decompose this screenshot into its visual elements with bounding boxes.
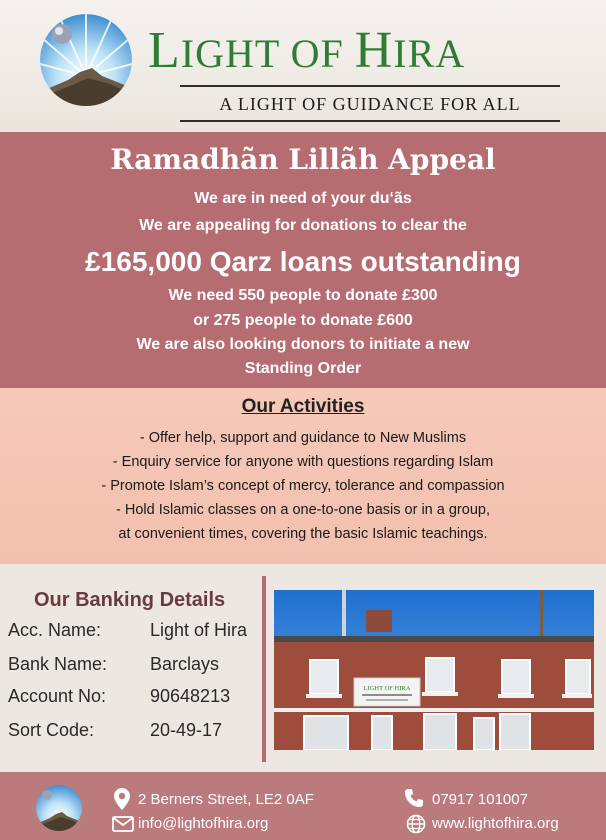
building-photo bbox=[274, 590, 594, 750]
bank-label-account-no: Account No: bbox=[8, 686, 107, 706]
globe-icon bbox=[406, 814, 426, 834]
appeal-line-5: We are also looking donors to initiate a new bbox=[136, 336, 470, 353]
brand-title-rest-1: IGHT OF bbox=[180, 31, 355, 76]
mail-icon bbox=[112, 816, 134, 832]
appeal-line-1: We are in need of your du‘ãs bbox=[194, 190, 412, 207]
brand-title bbox=[148, 22, 562, 83]
bank-value-acc-name: Light of Hira bbox=[150, 620, 248, 640]
activity-item: - Hold Islamic classes on a one-to-one basis or in a group, bbox=[116, 502, 490, 518]
appeal-line-4: or 275 people to donate £600 bbox=[193, 312, 413, 329]
activity-item: - Offer help, support and guidance to New Muslims bbox=[139, 430, 467, 446]
bank-value-bank-name: Barclays bbox=[150, 654, 220, 674]
appeal-highlight: £165,000 Qarz loans outstanding bbox=[85, 246, 521, 277]
banking-title: Our Banking Details bbox=[34, 589, 226, 611]
banking-divider bbox=[262, 576, 266, 762]
activities-section bbox=[0, 388, 606, 564]
phone-icon bbox=[404, 788, 424, 808]
activities-title-text: Our Activities bbox=[241, 396, 365, 417]
appeal-line-6: Standing Order bbox=[244, 360, 362, 377]
footer-address: 2 Berners Street, LE2 0AF bbox=[138, 791, 314, 808]
appeal-title: Ramadhãn Lillãh Appeal bbox=[110, 143, 496, 176]
brand-rule-bottom bbox=[180, 120, 560, 122]
brand-rule-top bbox=[180, 85, 560, 87]
bank-label-bank-name: Bank Name: bbox=[8, 654, 108, 674]
bank-value-account-no: 90648213 bbox=[150, 686, 231, 706]
activity-item: at convenient times, covering the basic Islamic teachings. bbox=[118, 526, 488, 542]
building-sign-text: LIGHT OF HIRA bbox=[363, 685, 411, 692]
bank-label-sort-code: Sort Code: bbox=[8, 720, 95, 740]
brand-title-rest-2: IRA bbox=[393, 31, 466, 76]
logo bbox=[40, 14, 132, 106]
building-photo-image bbox=[274, 590, 594, 750]
header bbox=[0, 0, 606, 132]
footer-phone[interactable]: 07917 101007 bbox=[432, 791, 528, 808]
activity-item: - Enquiry service for anyone with questions regarding Islam bbox=[112, 454, 494, 470]
activities-title bbox=[0, 394, 606, 420]
brand-tagline: A LIGHT OF GUIDANCE FOR ALL bbox=[219, 94, 521, 114]
appeal-line-2: We are appealing for donations to clear the bbox=[139, 217, 467, 234]
location-pin-icon bbox=[114, 788, 130, 810]
banking-section bbox=[0, 564, 606, 772]
footer-email[interactable]: info@lightofhira.org bbox=[138, 815, 269, 832]
footer bbox=[0, 772, 606, 840]
footer-logo-globe-mountain-icon bbox=[36, 785, 82, 831]
brand-title-initial-1: L bbox=[148, 22, 181, 79]
activity-item: - Promote Islam’s concept of mercy, tolerance and compassion bbox=[101, 478, 505, 494]
bank-value-sort-code: 20-49-17 bbox=[150, 720, 223, 740]
bank-label-acc-name: Acc. Name: bbox=[8, 620, 102, 640]
logo-globe-mountain-icon bbox=[40, 14, 132, 106]
footer-website[interactable]: www.lightofhira.org bbox=[432, 815, 559, 832]
brand-title-initial-2: H bbox=[354, 22, 394, 79]
appeal-section bbox=[0, 132, 606, 388]
footer-logo bbox=[36, 785, 82, 831]
appeal-line-3: We need 550 people to donate £300 bbox=[168, 287, 438, 304]
